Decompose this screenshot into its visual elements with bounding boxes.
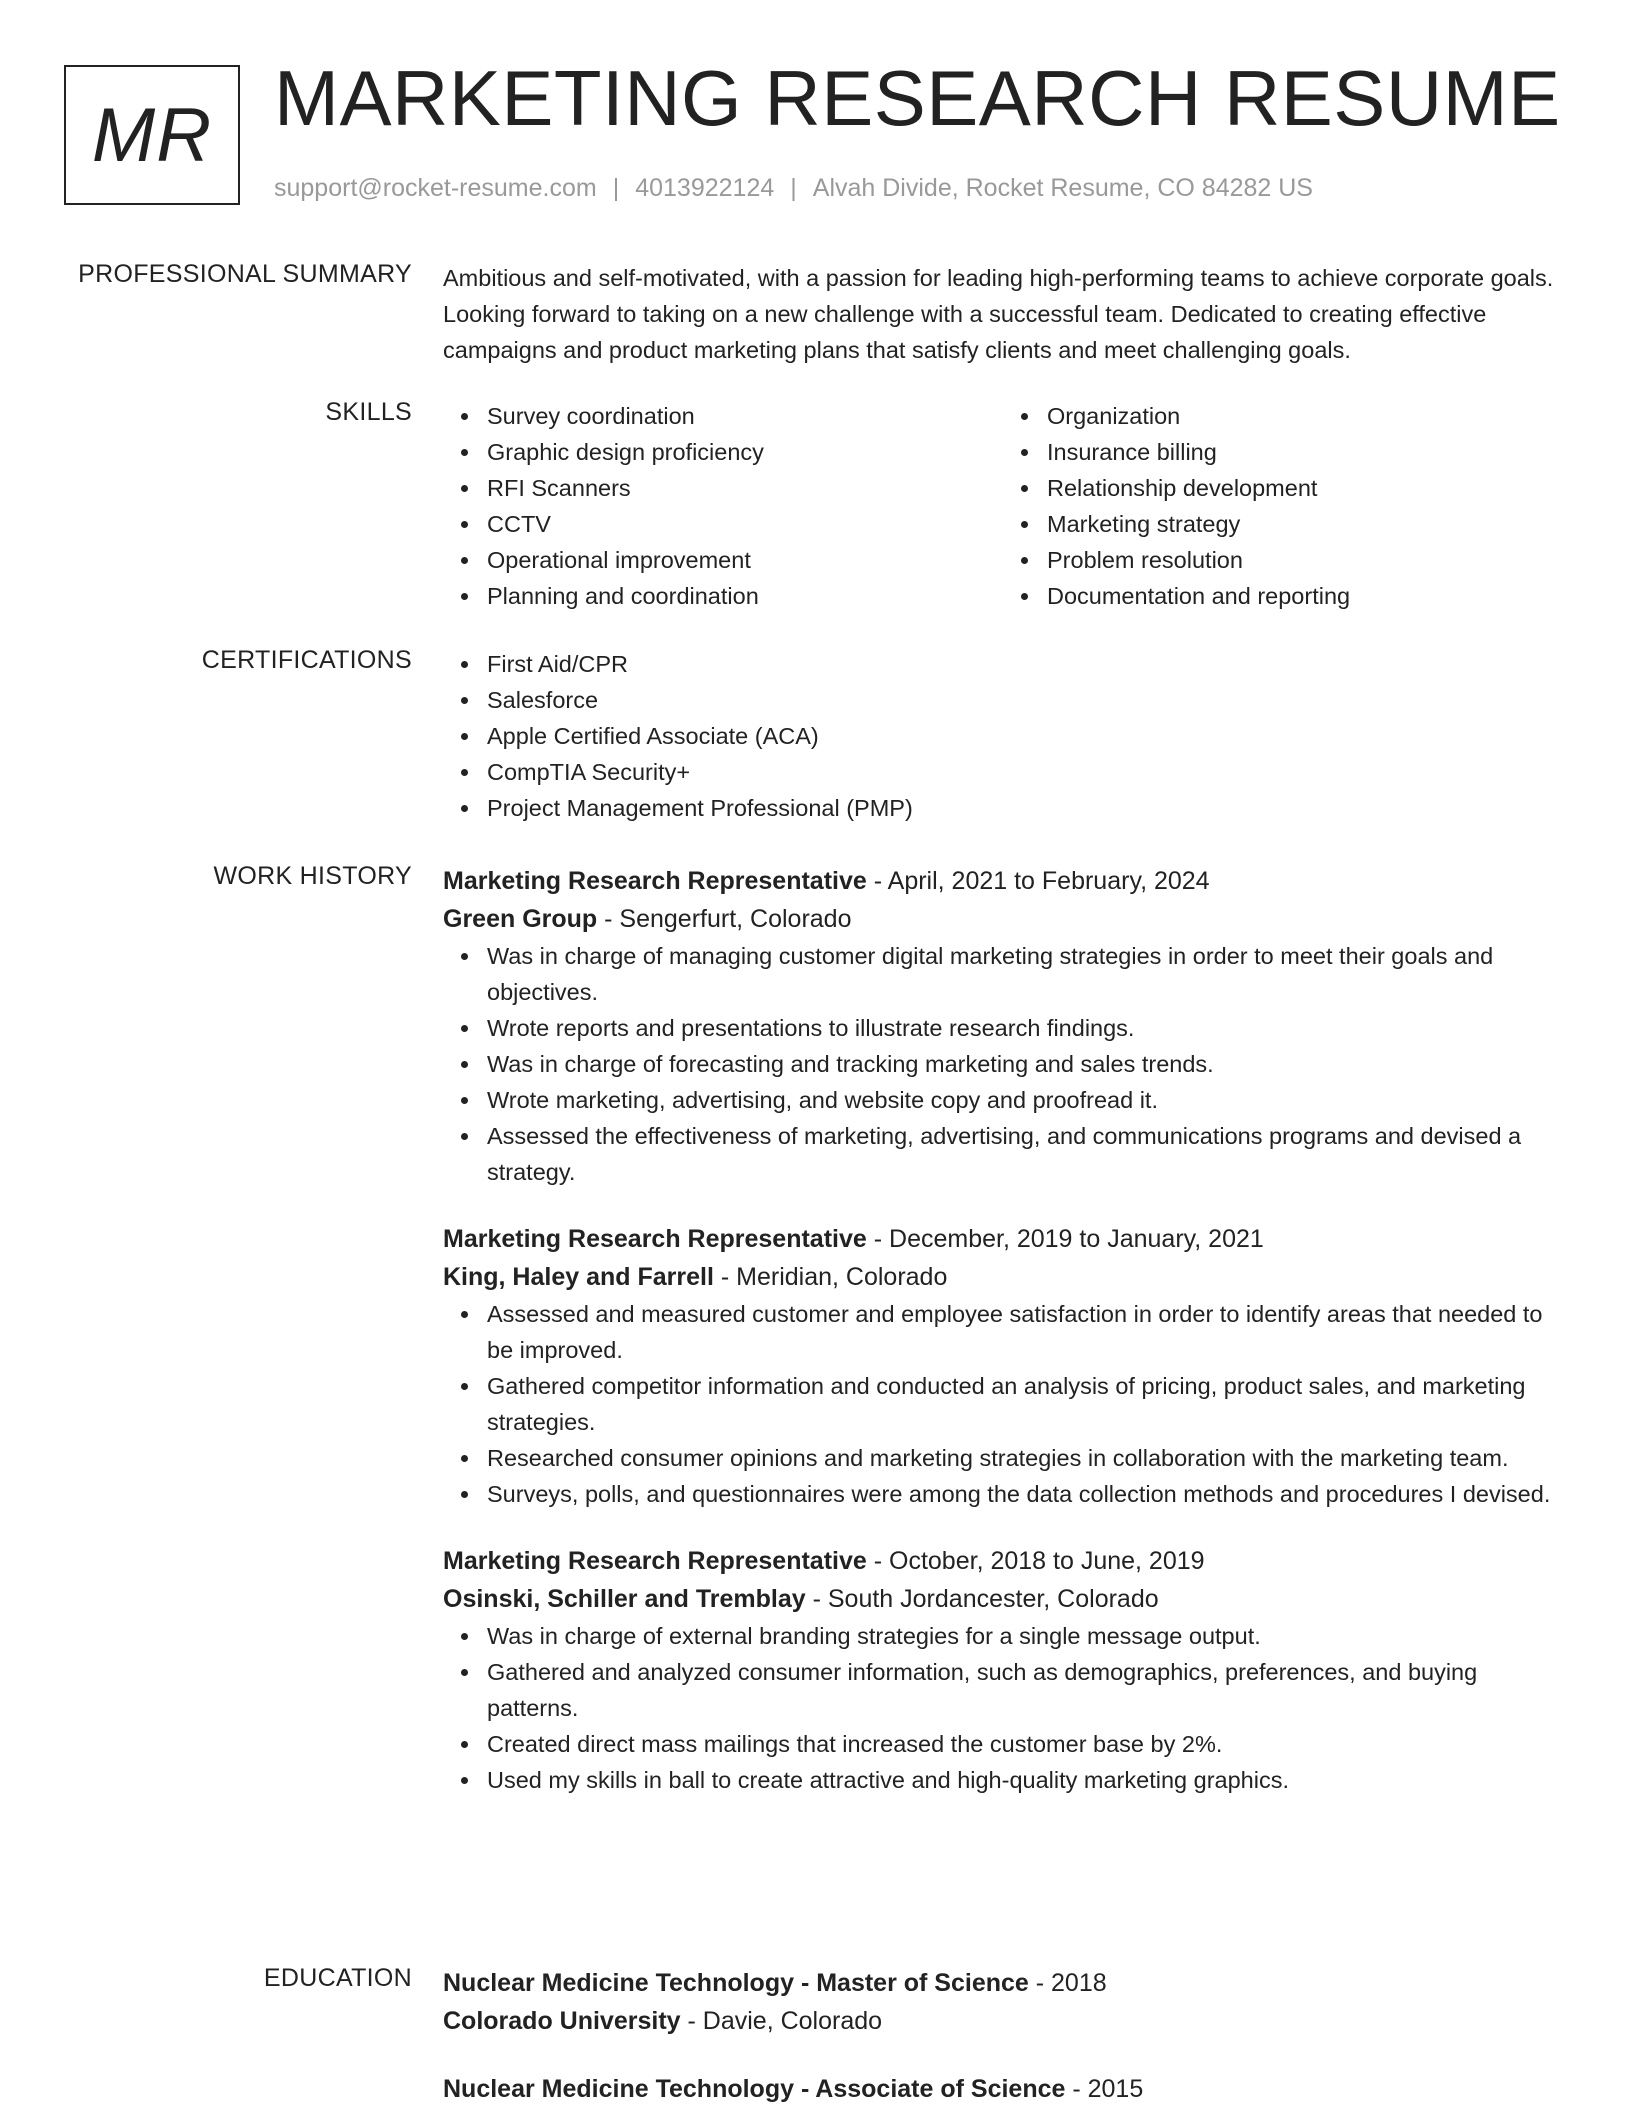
- school-line: [443, 2002, 1563, 2040]
- job-company: Green Group: [443, 905, 598, 933]
- summary-body: [443, 260, 1563, 368]
- skill-item: Organization: [1047, 398, 1563, 434]
- contact-line: [274, 174, 1313, 203]
- skill-item: Operational improvement: [487, 542, 1003, 578]
- job-duties: [443, 1618, 1563, 1798]
- skill-item: Documentation and reporting: [1047, 578, 1563, 614]
- education-body: [443, 1964, 1563, 2108]
- dash: -: [805, 1585, 828, 1613]
- section-label-work-history: WORK HISTORY: [213, 862, 412, 890]
- job-company: King, Haley and Farrell: [443, 1263, 714, 1291]
- job-dates: December, 2019 to January, 2021: [889, 1225, 1264, 1253]
- job-location: Sengerfurt, Colorado: [619, 905, 852, 933]
- job-duties: [443, 938, 1563, 1190]
- contact-phone: 4013922124: [635, 174, 775, 202]
- certification-item: Apple Certified Associate (ACA): [487, 718, 1563, 754]
- section-label-summary: PROFESSIONAL SUMMARY: [78, 260, 412, 288]
- job-company: Osinski, Schiller and Tremblay: [443, 1585, 806, 1613]
- skill-item: RFI Scanners: [487, 470, 1003, 506]
- job-title-line: [443, 1220, 1563, 1258]
- contact-email: support@rocket-resume.com: [274, 174, 597, 202]
- certification-item: Salesforce: [487, 682, 1563, 718]
- job-duties: [443, 1296, 1563, 1512]
- dash: -: [1028, 1969, 1052, 1997]
- dash: -: [866, 867, 888, 895]
- job-duty: Gathered competitor information and conducted an analysis of pricing, product sales, and marketing strategies.: [487, 1368, 1563, 1440]
- degree-line: [443, 1964, 1563, 2002]
- job-company-line: [443, 900, 1563, 938]
- job-title: Marketing Research Representative: [443, 1547, 867, 1575]
- skill-item: Relationship development: [1047, 470, 1563, 506]
- certification-item: CompTIA Security+: [487, 754, 1563, 790]
- skill-item: Insurance billing: [1047, 434, 1563, 470]
- certifications-list: [443, 646, 1563, 826]
- job-entry: [443, 1220, 1563, 1512]
- degree-name: Nuclear Medicine Technology - Associate of Science: [443, 2075, 1066, 2103]
- job-company-line: [443, 1258, 1563, 1296]
- job-title: Marketing Research Representative: [443, 1225, 867, 1253]
- skill-item: Marketing strategy: [1047, 506, 1563, 542]
- dash: -: [713, 1263, 737, 1291]
- contact-separator: |: [790, 174, 797, 202]
- job-duty: Was in charge of managing customer digital marketing strategies in order to meet their goals and objectives.: [487, 938, 1563, 1010]
- skill-item: Problem resolution: [1047, 542, 1563, 578]
- skill-item: Survey coordination: [487, 398, 1003, 434]
- dash: -: [597, 905, 620, 933]
- summary-text: Ambitious and self-motivated, with a passion for leading high-performing teams to achieve corporate goals. Looking forward to taking on a new challenge with a successful team. Dedicated to creating effective campaigns and product marketing plans that satisfy clients and meet challenging goals.: [443, 265, 1554, 363]
- job-duty: Used my skills in ball to create attractive and high-quality marketing graphics.: [487, 1762, 1563, 1798]
- resume-title: MARKETING RESEARCH RESUME: [274, 54, 1561, 142]
- contact-address: Alvah Divide, Rocket Resume, CO 84282 US: [812, 174, 1313, 202]
- job-dates: April, 2021 to February, 2024: [887, 867, 1210, 895]
- monogram-initials: MR: [91, 92, 213, 178]
- job-entry: [443, 1542, 1563, 1798]
- job-duty: Assessed the effectiveness of marketing, advertising, and communications programs and devised a strategy.: [487, 1118, 1563, 1190]
- monogram-box: [64, 65, 240, 205]
- degree-year: 2018: [1051, 1969, 1107, 1997]
- school-location: Davie, Colorado: [702, 2007, 883, 2035]
- job-location: South Jordancester, Colorado: [827, 1585, 1159, 1613]
- skills-column-1: [443, 398, 1003, 614]
- work-history-body: [443, 862, 1563, 1798]
- degree-name: Nuclear Medicine Technology - Master of Science: [443, 1969, 1029, 1997]
- job-company-line: [443, 1580, 1563, 1618]
- skills-column-2: [1003, 398, 1563, 614]
- education-entry: [443, 1964, 1563, 2040]
- job-duty: Researched consumer opinions and marketing strategies in collaboration with the marketing team.: [487, 1440, 1563, 1476]
- job-duty: Assessed and measured customer and employee satisfaction in order to identify areas that needed to be improved.: [487, 1296, 1563, 1368]
- section-label-education: EDUCATION: [263, 1964, 412, 1992]
- job-dates: October, 2018 to June, 2019: [889, 1547, 1205, 1575]
- certifications-body: [443, 646, 1563, 826]
- job-duty: Was in charge of external branding strategies for a single message output.: [487, 1618, 1563, 1654]
- dash: -: [866, 1225, 890, 1253]
- certification-item: Project Management Professional (PMP): [487, 790, 1563, 826]
- skill-item: Graphic design proficiency: [487, 434, 1003, 470]
- certification-item: First Aid/CPR: [487, 646, 1563, 682]
- dash: -: [1065, 2075, 1088, 2103]
- job-duty: Wrote reports and presentations to illustrate research findings.: [487, 1010, 1563, 1046]
- dash: -: [866, 1547, 890, 1575]
- job-duty: Was in charge of forecasting and tracking marketing and sales trends.: [487, 1046, 1563, 1082]
- job-entry: [443, 862, 1563, 1190]
- skill-item: CCTV: [487, 506, 1003, 542]
- skills-body: [443, 398, 1563, 614]
- job-duty: Wrote marketing, advertising, and website copy and proofread it.: [487, 1082, 1563, 1118]
- job-title-line: [443, 862, 1563, 900]
- job-location: Meridian, Colorado: [736, 1263, 948, 1291]
- degree-line: [443, 2070, 1563, 2108]
- job-duty: Created direct mass mailings that increased the customer base by 2%.: [487, 1726, 1563, 1762]
- job-title: Marketing Research Representative: [443, 867, 867, 895]
- skill-item: Planning and coordination: [487, 578, 1003, 614]
- dash: -: [680, 2007, 703, 2035]
- section-label-skills: SKILLS: [325, 398, 412, 426]
- degree-year: 2015: [1087, 2075, 1144, 2103]
- section-label-certifications: CERTIFICATIONS: [201, 646, 412, 674]
- job-title-line: [443, 1542, 1563, 1580]
- education-entry: [443, 2070, 1563, 2108]
- school-name: Colorado University: [443, 2007, 681, 2035]
- job-duty: Surveys, polls, and questionnaires were among the data collection methods and procedures I devised.: [487, 1476, 1563, 1512]
- job-duty: Gathered and analyzed consumer information, such as demographics, preferences, and buying patterns.: [487, 1654, 1563, 1726]
- contact-separator: |: [612, 174, 620, 202]
